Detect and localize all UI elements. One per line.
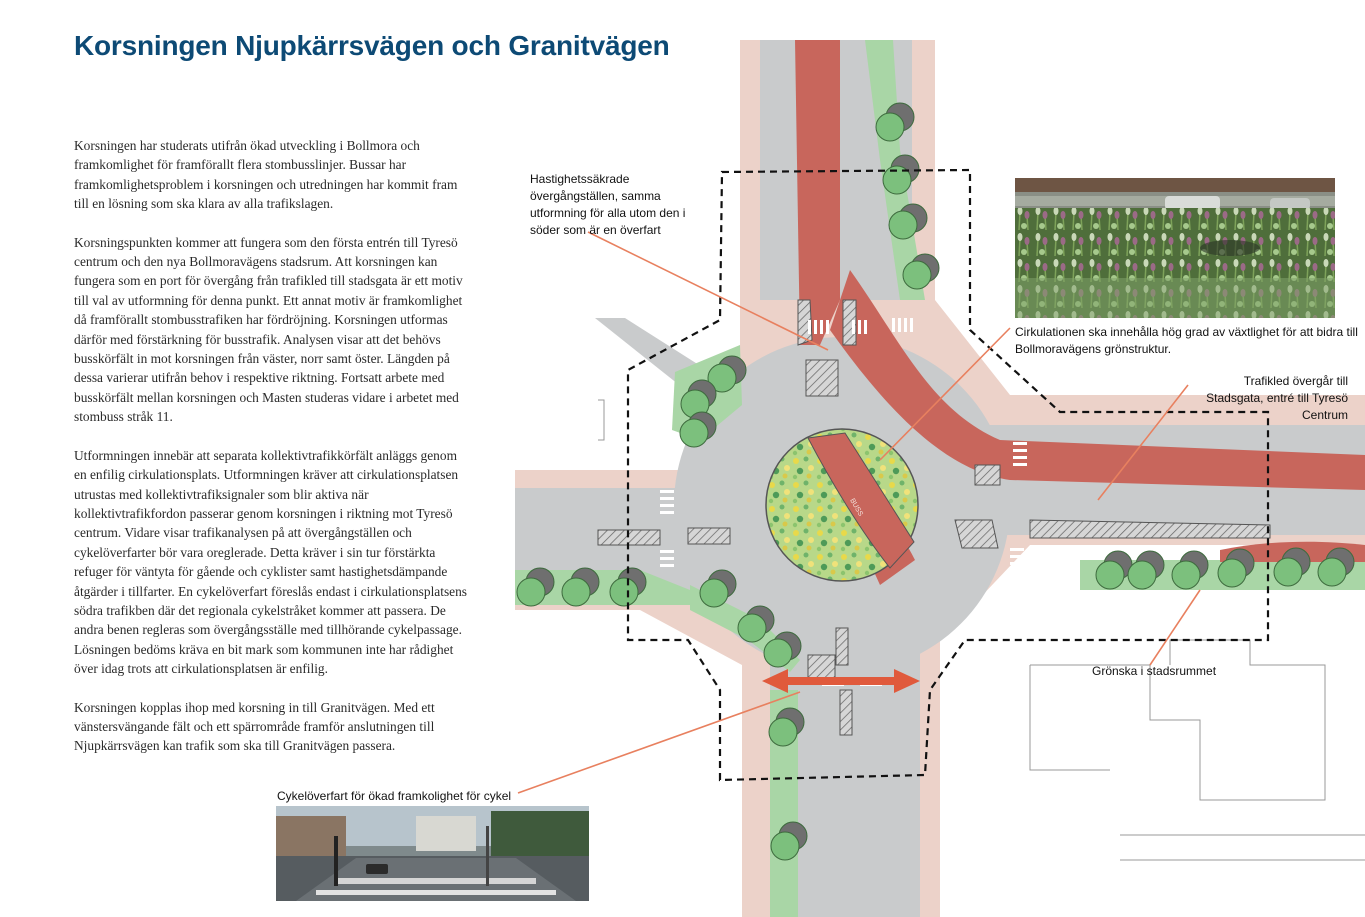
callout-city-street: Trafikled övergår till Stadsgata, entré till Tyresö Centrum	[1206, 374, 1348, 422]
paragraph: Korsningspunkten kommer att fungera som den första entrén till Tyresö centrum och den nya Bollmoravägens stadsrum. Att korsningen kan fungera som en port för övergång från trafikled till stadsgata är ett motiv till val av utformning för denna punkt. Ett annat motiv är framkomlighet då framförallt stombusstrafiken har fördröjning. Korsningen utformas därför med förstärkning för busstrafik. Analysen visar att det behövs busskörfält in mot korsningen från väster, norr samt öster. Längden på dessa varierar utifrån behov i respektive riktning. Fortsatt arbete med busskörfält mellan korsningen och Masten studeras vidare i arbetet med stombuss stråk 11.	[74, 234, 463, 425]
callout-crossings: Hastighetssäkrade övergångställen, samma utformning för alla utom den i söder som är en överfart	[530, 172, 686, 237]
central-island	[766, 429, 918, 581]
bike-crossing-photo	[276, 806, 589, 901]
paragraph: Korsningen har studerats utifrån ökad utveckling i Bollmora och framkomlighet för framförallt flera stombusslinjer. Bussar har framkomlighetsproblem i korsningen och utredningen har kommit fram till en lösning som ska klara av alla trafikslagen.	[74, 138, 458, 212]
callout-greenery: Grönska i stadsrummet	[1092, 664, 1217, 678]
callout-roundabout-green: Cirkulationen ska innehålla hög grad av växtlighet för att bidra till Bollmoravägens grönstruktur.	[1015, 325, 1358, 356]
paragraph: Utformningen innebär att separata kollektivtrafikkörfält anläggs genom en enfilig cirkulationsplats. Utformningen kräver att cirkulationsplatsen utrustas med kollektivtrafiksignaler som blir aktiva när kollektivtrafikfordon passerar genom korsningen i riktning mot Tyresö centrum. Vidare visar trafikanalysen på att övergångställen och cykelöverfarter bör vara oreglerade. Detta kräver i sin tur förstärkta refuger för väntyta för gående och cyklister samt hastighetsdämpande åtgärder i tillfarter. En cykelöverfart föreslås endast i cirkulationsplatsens södra trafikben där det regionala cykelstråket kommer att passera. De andra benen regleras som övergångsställe med tillhörande cykelpassage. Lösningen bedöms kräva en bit mark som kommunen inte har rådighet över idag trots att cirkulationsplatsen är enfilig.	[74, 447, 468, 677]
page-title: Korsningen Njupkärrsvägen och Granitvägen	[74, 30, 670, 61]
paragraph: Korsningen kopplas ihop med korsning in till Granitvägen. Med ett vänstersvängande fält och ett spärrområde framför anslutningen till Njupkärrsvägen kan trafik som ska till Granitvägen passera.	[74, 699, 435, 754]
bus-marking: BUSS	[848, 497, 864, 518]
callout-bike-crossing: Cykelöverfart för ökad framkolighet för cykel	[277, 789, 512, 803]
roundabout-planting-photo	[1015, 178, 1335, 318]
